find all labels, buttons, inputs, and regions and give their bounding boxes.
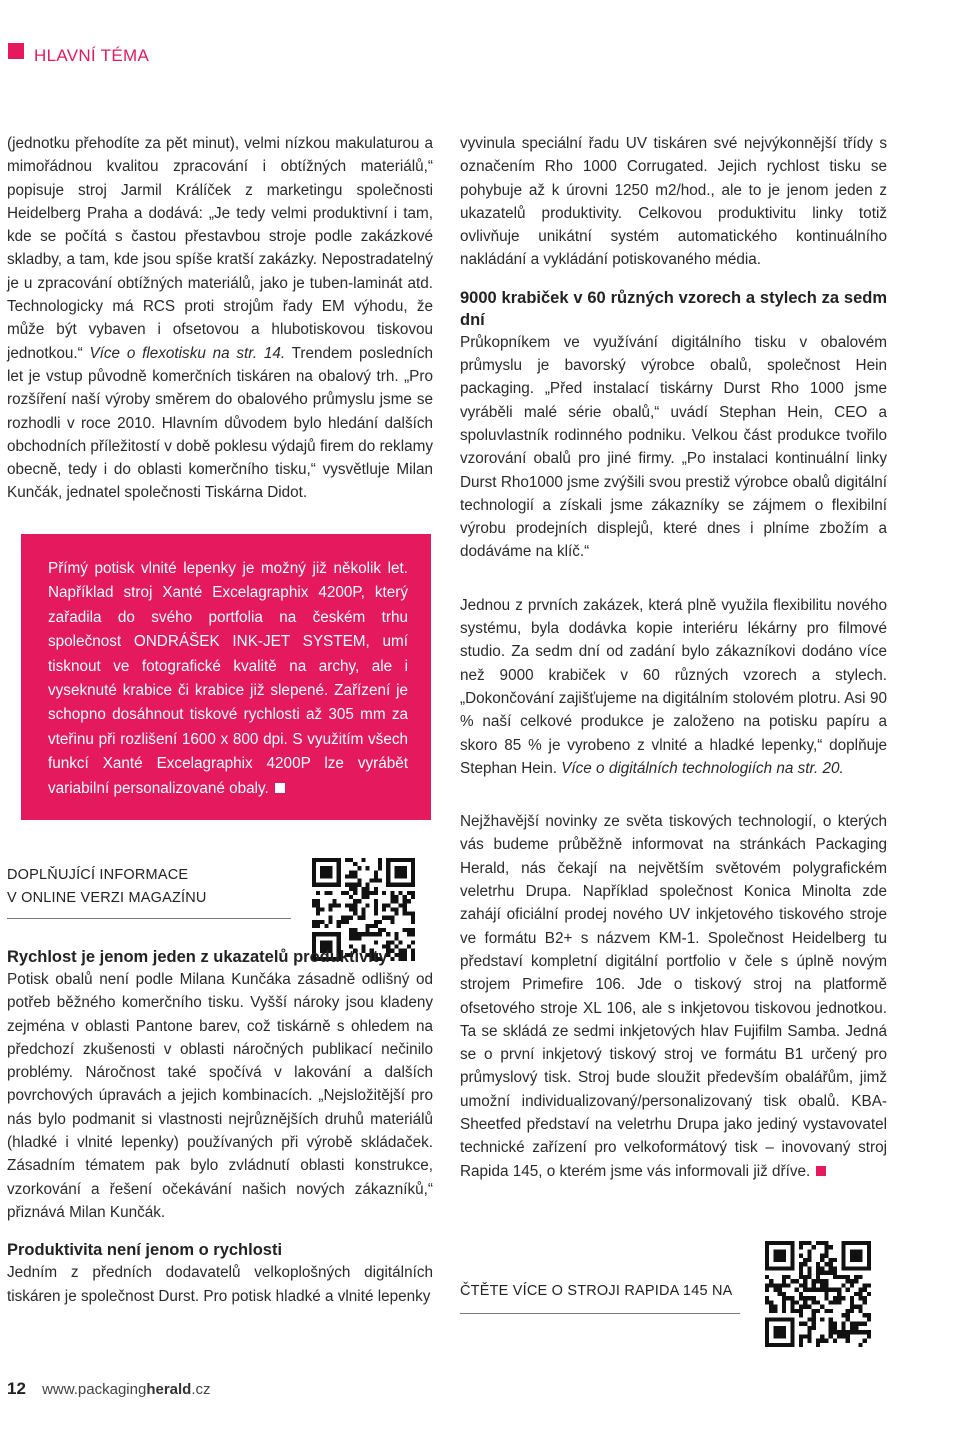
section-title: HLAVNÍ TÉMA [34,46,150,65]
online-info-line2: V ONLINE VERZI MAGAZÍNU [7,890,207,906]
left-p1-text: (jednotku přehodíte za pět minut), velmi nízkou makulaturou a mimořádnou kvalitou zpracování i obtížných materiálů,“ popisuje stroj Jarmil Králíček z marketingu společnosti Heidelberg Praha a dodává: „Je tedy velmi produktivní i tam, kde se počítá s častou přestavbou stroje podle zakázkové skladby, a tam, kde jsou spíše kratší zakázky. Nepostradatelný je u zpracování obtížných materiálů, jako je tuben-laminát atd. Technologicky má RCS proti strojům řady EM výhodu, že může být vybaven i ofsetovou a hlubotiskovou tiskovou jednotkou.“ [7,135,433,362]
subheading-productivity: Produktivita není jenom o rychlosti [7,1241,283,1260]
online-info-line1: DOPLŇUJÍCÍ INFORMACE [7,867,189,883]
right-paragraph-boxes: Průkopníkem ve využívání digitálního tisku v obalovém průmyslu je bavorský výrobce obalů, společnost Hein packaging. „Před instalací tiskárny Durst Rho 1000 jsme vyráběli malé série obalů,“ uvádí Stephan Hein, CEO a spoluvlastník rodinného podniku. Velkou část produkce tvořilo vzorování obalů pro jiné firmy. „Po instalaci kontinuální linky Durst Rho1000 jsme zvýšili svou prestiž výrobce obalů digitální technologií a získali jsme zákazníky se zájmem o flexibilní výrobu prodejních displejů, které dnes i plníme zbožím a dodáváme na klíč.“ [460,333,887,561]
divider [7,918,291,919]
digital-link[interactable]: Více o digitálních technologiích na str. 20. [561,759,844,777]
left-paragraph [7,132,433,505]
online-info-heading [7,864,207,910]
right-paragraph-client [460,594,887,780]
paragraph-speed: Potisk obalů není podle Milana Kunčáka zásadně odlišný od potřeb běžného komerčního tisku. Vyšší nároky jsou kladeny zejména v oblasti Pantone barev, což tiskárně s ohledem na předchozí zkušenosti v oblasti náročných publikací nečinilo problémy. Náročnost také spočívá v lakování a dalších povrchových úpravách a jejich kombinacích. „Nejsložitější pro nás bylo podmanit si vlastnosti nejrůznějších druhů materiálů (hladké i vlnité lepenky) používaných při výrobě skládaček. Zásadním tématem pak bylo zvládnutí oblasti konstrukce, vzorkování a řešení očekávání našich nových zákazníků,“ přiznává Milan Kunčák. [7,971,433,1221]
end-mark-icon [816,1166,826,1176]
section-marker [8,43,24,59]
divider [460,1313,740,1314]
qr-code-icon[interactable] [765,1241,871,1347]
highlight-box-text: Přímý potisk vlnité lepenky je možný již několik let. Například stroj Xanté Excelagraphix 4200P, který zařadila do svého portfolia na českém trhu společnost ONDRÁŠEK INK-JET SYSTEM, umí tisknout ve fotografické kvalitě na archy, ale i vyseknuté krabice či krabice již slepené. Zařízení je schopno dosáhnout tiskové rychlosti až 305 mm za vteřinu při rozlišení 1600 x 800 dpi. S využitím všech funkcí Xanté Excelagraphix 4200P lze vyrábět variabilní personalizované obaly. [48,560,408,797]
subheading-boxes: 9000 krabiček v 60 různých vzorech a stylech za sedm dní [460,288,887,329]
subheading-speed: Rychlost je jenom jeden z ukazatelů produktivity [7,948,388,966]
left-column-lower [7,946,433,1308]
news-text: Nejžhavější novinky ze světa tiskových technologií, o kterých vás budeme průběžně informovat na stránkách Packaging Herald, nás čekají na největším světovém polygrafickém veletrhu Drupa. Například společnost Konica Minolta zde zahájí oficiální prodej nového UV inkjetového tiskového stroje ve formátu B2+ s názvem KM-1. Společnost Heidelberg tu představí kompletní digitální portfolio v čele s úplně novým strojem Primefire 106. Jde o tiskový stroj na platformě ofsetového stroje XL 106, ale s inkjetovou tiskovou jednotkou. Ta se skládá ze sedmi inkjetových hlav Fujifilm Samba. Jedná se o první inkjetový tiskový stroj ve formátu B1 určený pro průmyslový tisk. Stroj bude sloužit především obalářům, jimž umožní individualizovaný/personalizovaný tisk obalů. KBA-Sheetfed představí na veletrhu Drupa jako jediný vystavovatel technické zařízení pro velkoformátový tisk – inovovaný stroj Rapida 145, o kterém jsme vás informovali již dříve. [460,813,887,1180]
flexo-link[interactable]: Více o flexotisku na str. 14. [89,344,286,362]
left-p1-tail: Trendem posledních let je vstup původně komerčních tiskáren na obalový trh. „Pro rozšíření naší výroby směrem do obalového průmyslu jsme se rozhodli v roce 2010. Hlavním důvodem bylo hledání dalších obchodních příležitostí v době poklesu výdajů firem do reklamy obecně, tedy i do oblasti komerčního tisku,“ vysvětluje Milan Kunčák, jednatel společnosti Tiskárna Didot. [7,344,434,502]
right-paragraph-1: vyvinula speciální řadu UV tiskáren své nejvýkonnější třídy s označením Rho 1000 Corrugated. Jejich rychlost tisku se pohybuje až k úrovni 1250 m2/hod., ale to je jenom jeden z ukazatelů produktivity. Celkovou produktivitu linky totiž ovlivňuje unikátní systém automatického kontinuálního nakládání a vykládání potiskovaného média. [460,135,887,269]
page-footer [7,1379,211,1399]
paragraph-productivity: Jedním z předních dodavatelů velkoplošných digitálních tiskáren je společnost Durst. Pro potisk hladké a vlnité lepenky [7,1264,433,1305]
right-column [460,132,887,1183]
right-paragraph-news [460,810,887,1183]
qr-caption: ČTĚTE VÍCE O STROJI RAPIDA 145 NA [460,1283,733,1299]
highlight-box [21,534,431,820]
end-mark-icon [275,783,285,793]
left-column [7,132,433,505]
client-text: Jednou z prvních zakázek, která plně využila flexibilitu nového systému, byla dodávka kopie interiéru lékárny pro filmové studio. Za sedm dní od zadání bylo zákazníkovi dodáno více než 9000 krabiček v 60 různých vzorech a stylech. „Dokončování zajišťujeme na digitálním stolovém plotru. Asi 90 % naší celkové produkce je založeno na potisku papíru a skoro 85 % je vyrobeno z vlnité a hladké lepenky,“ doplňuje Stephan Hein. [460,596,887,777]
page-number: 12 [7,1379,26,1398]
website-link[interactable]: www.packagingherald.cz [42,1381,211,1398]
